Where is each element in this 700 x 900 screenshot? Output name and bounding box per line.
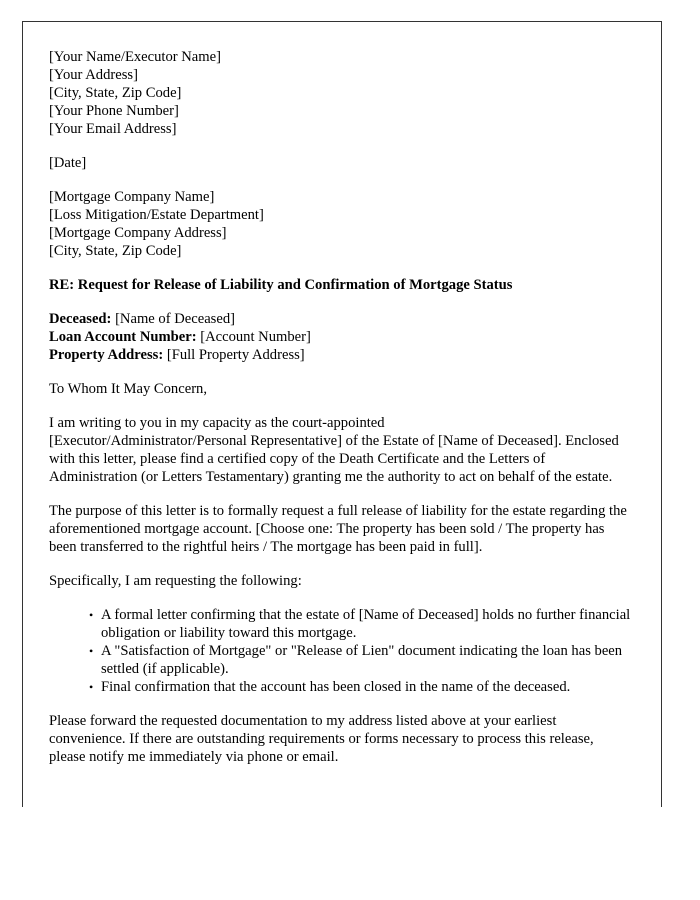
sender-name: [Your Name/Executor Name] [49, 49, 221, 65]
sender-email: [Your Email Address] [49, 121, 177, 137]
date-block [49, 154, 633, 172]
request-item-text: A formal letter confirming that the estate of [Name of Deceased] holds no further financial obligation or liability toward this mortgage. [101, 607, 631, 641]
body-paragraph-3: Please forward the requested documentation to my address listed above at your earliest convenience. If there are outstanding requirements or forms necessary to process this release, please notify me immediately via phone or email. [49, 713, 594, 765]
reference-label-property-address: Property Address: [49, 347, 164, 363]
body-paragraph-2: The purpose of this letter is to formally request a full release of liability for the estate regarding the aforementioned mortgage account. [Choose one: The property has been sold / The property has been transferred to the rightful heirs / The mortgage has been paid in full]. [49, 503, 627, 555]
list-item [89, 678, 633, 696]
reference-value-deceased: [Name of Deceased] [115, 311, 235, 327]
salutation: To Whom It May Concern, [49, 381, 207, 397]
subject-line: RE: Request for Release of Liability and Confirmation of Mortgage Status [49, 277, 513, 293]
body-paragraph-1 [49, 414, 633, 486]
sender-phone: [Your Phone Number] [49, 103, 179, 119]
sender-city-state-zip: [City, State, Zip Code] [49, 85, 182, 101]
request-item-text: Final confirmation that the account has been closed in the name of the deceased. [101, 679, 571, 695]
reference-value-loan-account: [Account Number] [200, 329, 311, 345]
reference-label-loan-account: Loan Account Number: [49, 329, 197, 345]
reference-line-property-address [49, 346, 633, 364]
request-item-text: A "Satisfaction of Mortgage" or "Release of Lien" document indicating the loan has been settled (if applicable). [101, 643, 623, 677]
reference-line-deceased [49, 310, 633, 328]
body-paragraph-1-remainder: [Executor/Administrator/Personal Representative] of the Estate of [Name of Deceased]. Enclosed with this letter, please find a certified copy of the Death Certificate and the Letters of Administration (or Letters Testamentary) granting me the authority to act on behalf of the estate. [49, 433, 619, 485]
sender-street: [Your Address] [49, 67, 138, 83]
letter-date: [Date] [49, 155, 87, 171]
reference-line-loan-account [49, 328, 633, 346]
recipient-street: [Mortgage Company Address] [49, 225, 227, 241]
letter-page [22, 21, 662, 807]
reference-value-property-address: [Full Property Address] [166, 347, 305, 363]
letter-content [49, 48, 633, 782]
recipient-address-block [49, 188, 633, 260]
recipient-company: [Mortgage Company Name] [49, 189, 215, 205]
sender-address-block [49, 48, 633, 138]
list-item [89, 642, 633, 678]
request-list-intro: Specifically, I am requesting the following: [49, 573, 302, 589]
reference-label-deceased: Deceased: [49, 311, 112, 327]
body-paragraph-1-first-line: I am writing to you in my capacity as the court-appointed [49, 415, 385, 431]
recipient-city-state-zip: [City, State, Zip Code] [49, 243, 182, 259]
list-item [89, 606, 633, 642]
reference-block [49, 310, 633, 364]
request-list [49, 606, 633, 696]
recipient-department: [Loss Mitigation/Estate Department] [49, 207, 264, 223]
